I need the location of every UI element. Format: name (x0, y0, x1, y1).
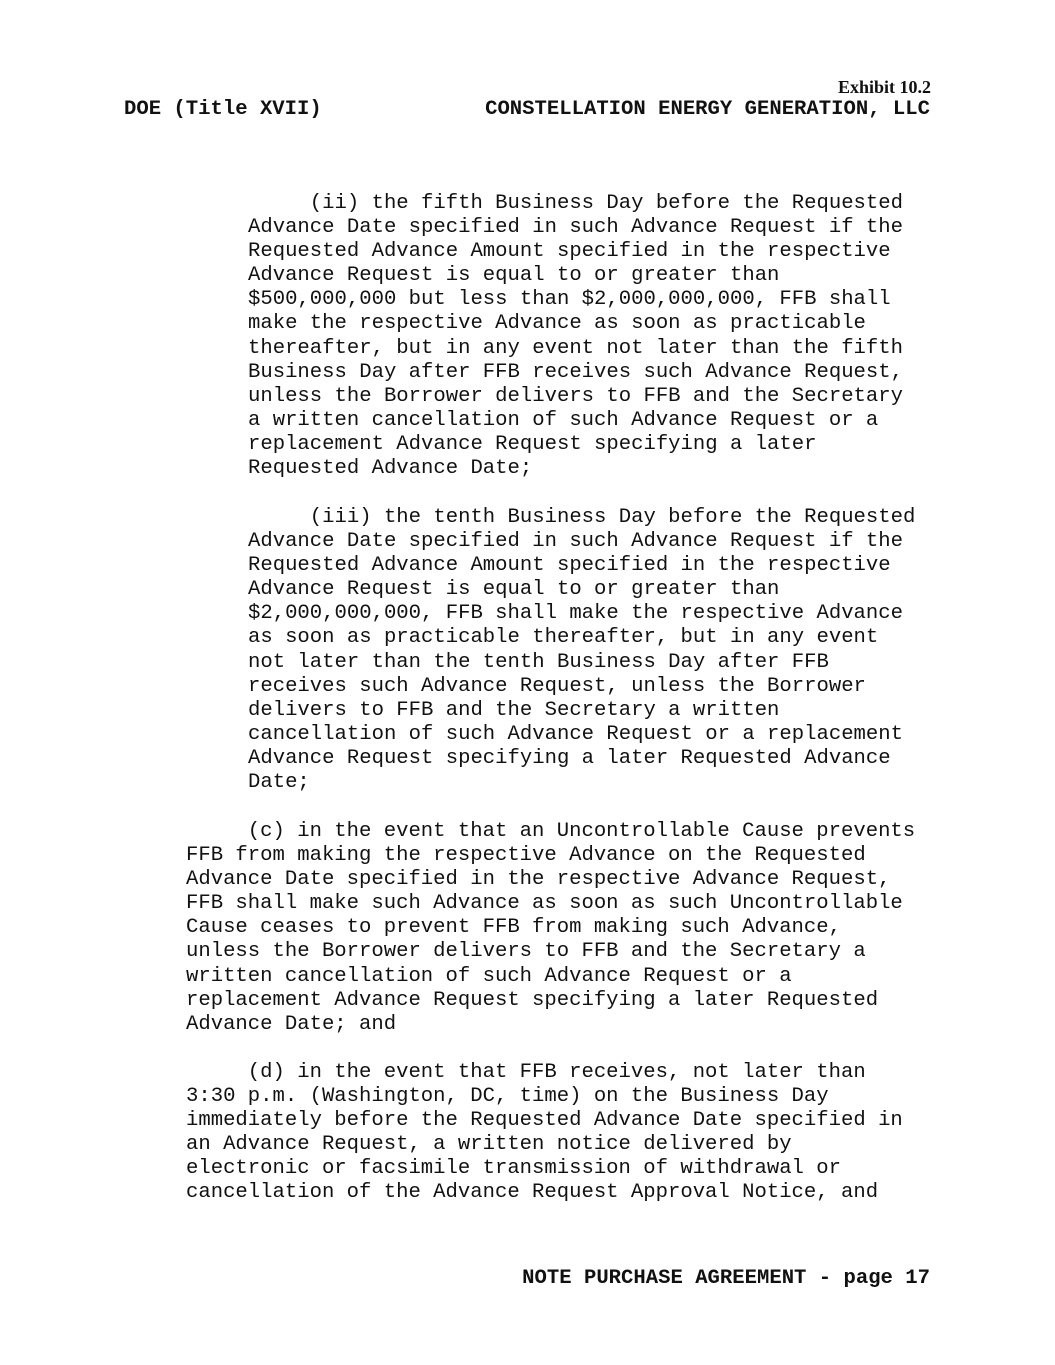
header-agency: DOE (Title XVII) (124, 98, 322, 121)
paragraph-iii: (iii) the tenth Business Day before the Requested Advance Date specified in such Advance Request if the Requested Advance Amount specified in the respective Advance Request is equal to or greater than $2,000,000,000, FFB shall make the respective Advance as soon as practicable thereafter, but in any event not later than the tenth Business Day after FFB receives such Advance Request, unless the Borrower delivers to FFB and the Secretary a written cancellation of such Advance Request or a replacement Advance Request specifying a later Requested Advance Date; (248, 506, 916, 795)
page-footer: NOTE PURCHASE AGREEMENT - page 17 (522, 1267, 930, 1290)
paragraph-c: (c) in the event that an Uncontrollable Cause prevents FFB from making the respective Advance on the Requested Advance Date specified in the respective Advance Request, FFB shall make such Advance as soon as such Uncontrollable Cause ceases to prevent FFB from making such Advance, unless the Borrower delivers to FFB and the Secretary a written cancellation of such Advance Request or a replacement Advance Request specifying a later Requested Advance Date; and (186, 820, 916, 1036)
exhibit-label: Exhibit 10.2 (837, 77, 931, 97)
paragraph-d: (d) in the event that FFB receives, not later than 3:30 p.m. (Washington, DC, time) on the Business Day immediately before the Requested Advance Date specified in an Advance Request, a written notice delivered by electronic or facsimile transmission of withdrawal or cancellation of the Advance Request Approval Notice, and (186, 1061, 903, 1205)
header-company: CONSTELLATION ENERGY GENERATION, LLC (485, 98, 930, 121)
paragraph-ii: (ii) the fifth Business Day before the Requested Advance Date specified in such Advance Request if the Requested Advance Amount specified in the respective Advance Request is equal to or greater than $500,000,000 but less than $2,000,000,000, FFB shall make the respective Advance as soon as practicable thereafter, but in any event not later than the fifth Business Day after FFB receives such Advance Request, unless the Borrower delivers to FFB and the Secretary a written cancellation of such Advance Request or a replacement Advance Request specifying a later Requested Advance Date; (248, 192, 903, 481)
